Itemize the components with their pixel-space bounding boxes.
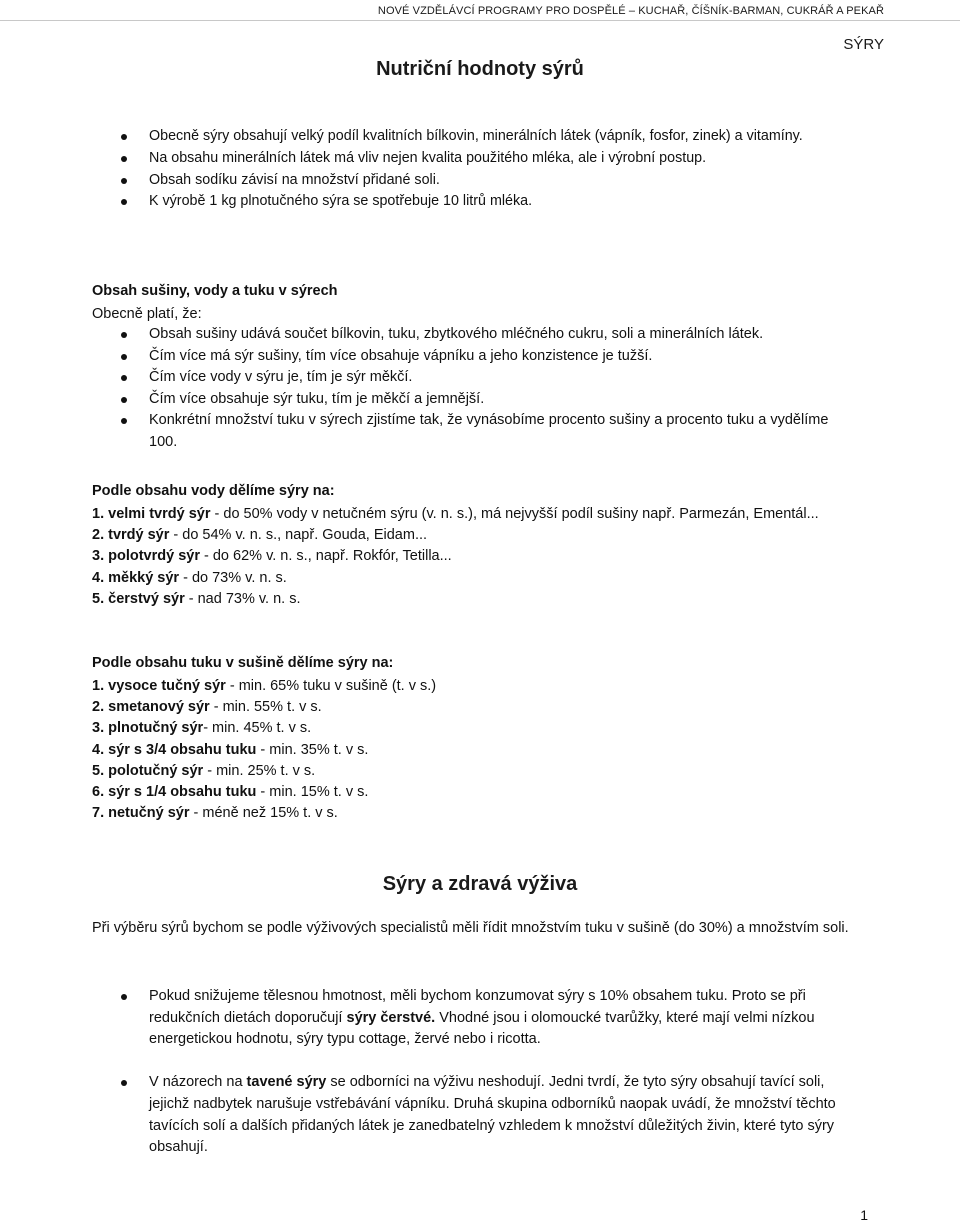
list-item [92, 568, 872, 589]
item-name: plnotučný sýr [108, 720, 204, 737]
list-item: Čím více obsahuje sýr tuku, tím je měkčí a jemnější. [118, 389, 858, 411]
item-detail: - do 73% v. n. s. [179, 569, 287, 586]
list-item [92, 546, 872, 567]
list-item [92, 718, 872, 739]
emphasis-processed-cheese: tavené sýry [246, 1074, 327, 1091]
item-name: vysoce tučný sýr [108, 678, 226, 694]
list-item: Obsah sušiny udává součet bílkovin, tuku, zbytkového mléčného cukru, soli a minerálních látek. [118, 324, 858, 346]
intro-bullet-list [118, 126, 858, 213]
item-name: měkký sýr [108, 569, 180, 586]
list-item: Konkrétní množství tuku v sýrech zjistíme tak, že vynásobíme procento sušiny a procento tuku a vydělíme 100. [118, 410, 858, 453]
item-number: 2. [92, 527, 105, 544]
item-detail: - min. 45% t. v s. [203, 720, 312, 737]
water-classification-list [92, 504, 872, 610]
emphasis-fresh-cheese: sýry čerstvé. [346, 1009, 436, 1026]
health-intro-paragraph: Při výběru sýrů bychom se podle výživových specialistů měli řídit množstvím tuku v sušině (do 30%) a množstvím soli. [92, 920, 849, 936]
list-item [92, 525, 872, 546]
list-item [92, 803, 872, 824]
item-detail: - do 50% vody v netučném sýru (v. n. s.), má nejvyšší podíl sušiny např. Parmezán, Ementál... [210, 506, 819, 522]
list-item: Pokud snižujeme tělesnou hmotnost, měli bychom konzumovat sýry s 10% obsahem tuku. Proto se při redukčních dietách doporučují sýry čerstvé. Vhodné jsou i olomoucké tvarůžky, které mají velmi nízkou energetickou hodnotu, sýry typu cottage, žervé nebo i ricotta. [118, 986, 858, 1051]
dry-matter-bullet-list [118, 324, 858, 453]
item-detail: - nad 73% v. n. s. [184, 590, 301, 607]
item-detail: - do 54% v. n. s., např. Gouda, Eidam... [169, 527, 428, 544]
item-name: smetanový sýr [108, 699, 210, 716]
item-name: velmi tvrdý sýr [108, 506, 211, 522]
list-item [92, 676, 872, 697]
item-name: polotvrdý sýr [108, 548, 200, 565]
item-number: 6. [92, 784, 105, 801]
dry-matter-heading: Obsah sušiny, vody a tuku v sýrech [92, 283, 338, 299]
list-item: Obsah sodíku závisí na množství přidané soli. [118, 170, 858, 192]
item-name: tvrdý sýr [108, 527, 170, 544]
list-item [92, 697, 872, 718]
water-classification-heading: Podle obsahu vody dělíme sýry na: [92, 483, 335, 499]
item-number: 4. [92, 569, 105, 586]
item-number: 5. [92, 762, 105, 779]
item-number: 2. [92, 699, 105, 716]
header-series-title: NOVÉ VZDĚLÁVCÍ PROGRAMY PRO DOSPĚLÉ – KUCHAŘ, ČÍŠNÍK-BARMAN, CUKRÁŘ A PEKAŘ [377, 5, 884, 17]
item-number: 4. [92, 741, 105, 758]
header-rule [0, 20, 960, 21]
list-item [92, 782, 872, 803]
item-number: 1. [92, 506, 105, 522]
list-item: Čím více vody v sýru je, tím je sýr měkčí. [118, 367, 858, 389]
item-detail: - min. 35% t. v s. [256, 741, 369, 758]
list-item: Čím více má sýr sušiny, tím více obsahuje vápníku a jeho konzistence je tužší. [118, 346, 858, 368]
page-title: Nutriční hodnoty sýrů [376, 58, 584, 80]
header-section-label: SÝRY [843, 36, 884, 53]
fat-classification-list [92, 676, 872, 824]
fat-classification-heading: Podle obsahu tuku v sušině dělíme sýry na: [92, 655, 394, 671]
list-item [92, 740, 872, 761]
item-detail: - min. 15% t. v s. [256, 784, 369, 801]
list-item [92, 504, 872, 525]
health-section-title: Sýry a zdravá výživa [382, 873, 578, 895]
item-detail: - méně než 15% t. v s. [189, 805, 338, 822]
list-item: K výrobě 1 kg plnotučného sýra se spotřebuje 10 litrů mléka. [118, 191, 858, 213]
dry-matter-intro: Obecně platí, že: [92, 306, 202, 322]
list-item: V názorech na tavené sýry se odborníci na výživu neshodují. Jedni tvrdí, že tyto sýry obsahují tavící soli, jejichž nadbytek narušuje vstřebávání vápníku. Druhá skupina odborníků naopak uvádí, že množství těchto tavících solí a dalších přidaných látek je zanedbatelný vzhledem k množství důležitých živin, které tyto sýry obsahují. [118, 1072, 858, 1158]
list-item [92, 589, 872, 610]
item-detail: - min. 25% t. v s. [203, 762, 316, 779]
list-item: Obecně sýry obsahují velký podíl kvalitních bílkovin, minerálních látek (vápník, fosfor, zinek) a vitamíny. [118, 126, 858, 148]
item-detail: - min. 55% t. v s. [209, 699, 322, 716]
item-number: 1. [92, 678, 105, 694]
item-detail: - min. 65% tuku v sušině (t. v s.) [225, 678, 437, 694]
item-name: čerstvý sýr [108, 590, 185, 607]
list-item [92, 761, 872, 782]
item-name: sýr s 3/4 obsahu tuku [108, 741, 257, 758]
page-number: 1 [860, 1207, 868, 1223]
item-number: 7. [92, 805, 105, 822]
item-name: polotučný sýr [108, 762, 204, 779]
item-detail: - do 62% v. n. s., např. Rokfór, Tetilla... [199, 548, 452, 565]
item-number: 5. [92, 590, 105, 607]
list-item: Na obsahu minerálních látek má vliv nejen kvalita použitého mléka, ale i výrobní postup. [118, 148, 858, 170]
health-bullet-list [118, 986, 858, 1159]
item-number: 3. [92, 548, 105, 565]
item-name: netučný sýr [108, 805, 190, 822]
item-number: 3. [92, 720, 105, 737]
item-name: sýr s 1/4 obsahu tuku [108, 784, 257, 801]
